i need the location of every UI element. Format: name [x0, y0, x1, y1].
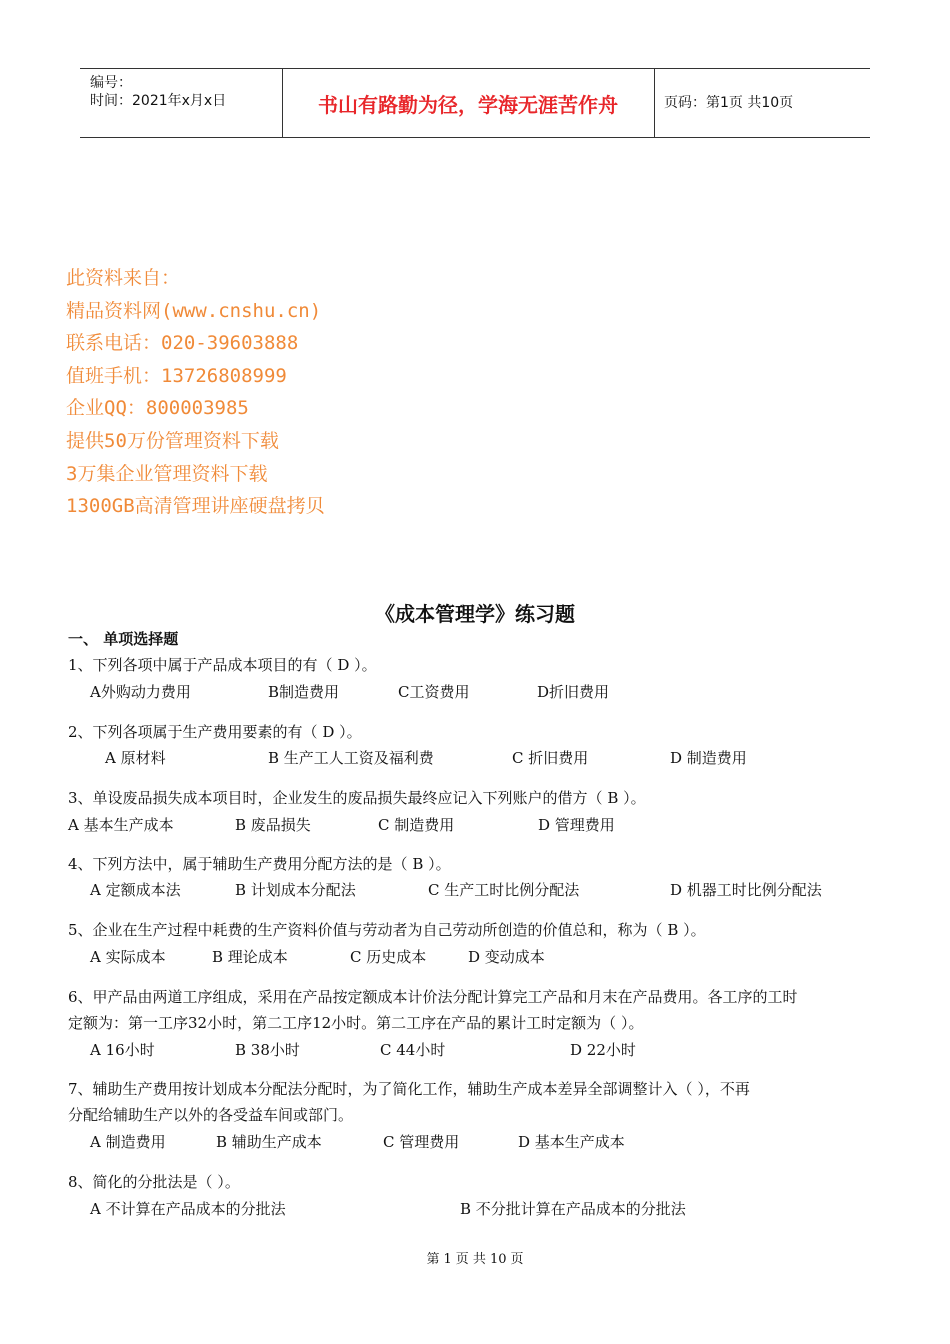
option: A 基本生产成本: [68, 816, 174, 834]
header-page-cell: [654, 69, 870, 137]
footer-label-suffix: 页: [510, 1252, 524, 1267]
option: B 不分批计算在产品成本的分批法: [460, 1200, 686, 1218]
advert-line: 联系电话：020-39603888: [66, 332, 299, 355]
option: A 16小时: [90, 1041, 155, 1059]
footer-label-prefix: 第: [426, 1252, 440, 1267]
option: C 44小时: [380, 1041, 446, 1059]
question-4: 4、下列方法中，属于辅助生产费用分配方法的是（ B ）。: [68, 855, 451, 873]
option: C 历史成本: [350, 948, 427, 966]
source-advert: [66, 262, 325, 523]
option: B 38小时: [235, 1041, 300, 1059]
option: C 生产工时比例分配法: [428, 881, 580, 899]
header-page-code: 页码：第1页 共10页: [664, 95, 794, 111]
option: B 生产工人工资及福利费: [268, 749, 434, 767]
option: C 管理费用: [383, 1133, 460, 1151]
option: A 原材料: [105, 749, 166, 767]
question-2: 2、下列各项属于生产费用要素的有（ D ）。: [68, 723, 362, 741]
option: D 机器工时比例分配法: [670, 881, 822, 899]
option: D 变动成本: [468, 948, 545, 966]
advert-line: 此资料来自：: [66, 267, 181, 289]
question-5: 5、企业在生产过程中耗费的生产资料价值与劳动者为自己劳动所创造的价值总和，称为（ B ）。: [68, 921, 706, 939]
section-heading: 一、 单项选择题: [68, 630, 179, 648]
option: B 辅助生产成本: [216, 1133, 322, 1151]
question-6: 6、甲产品由两道工序组成，采用在产品按定额成本计价法分配计算完工产品和月末在产品费用。各工序的工时: [68, 988, 798, 1006]
question-7: 7、辅助生产费用按计划成本分配法分配时，为了简化工作，辅助生产成本差异全部调整计入（ ），不再: [68, 1080, 750, 1098]
option: C 折旧费用: [512, 749, 589, 767]
option: D 制造费用: [670, 749, 747, 767]
advert-line: 值班手机：13726808999: [66, 364, 287, 387]
option: B制造费用: [268, 683, 340, 701]
option: A 定额成本法: [90, 881, 181, 899]
option: B 废品损失: [235, 816, 311, 834]
advert-line: 精品资料网(www.cnshu.cn): [66, 299, 322, 322]
option: D 22小时: [570, 1041, 636, 1059]
option: A 不计算在产品成本的分批法: [90, 1200, 286, 1218]
header-left-cell: [80, 69, 283, 137]
advert-line: 提供50万份管理资料下载: [66, 429, 279, 452]
question-1: 1、下列各项中属于产品成本项目的有（ D ）。: [68, 656, 377, 674]
option: A 实际成本: [90, 948, 166, 966]
footer-label-mid: 页 共: [455, 1252, 486, 1267]
page-footer: [0, 1248, 950, 1267]
option: C工资费用: [398, 683, 470, 701]
document-number-label: 编号：: [90, 75, 132, 91]
advert-line: 企业QQ：800003985: [66, 397, 249, 420]
footer-total-pages: 10: [489, 1252, 507, 1267]
question-7-continued: 分配给辅助生产以外的各受益车间或部门。: [68, 1106, 354, 1124]
advert-line: 3万集企业管理资料下载: [66, 462, 268, 485]
option: D 管理费用: [538, 816, 615, 834]
document-time-label: 时间：2021年x月x日: [90, 93, 227, 109]
header-motto: 书山有路勤为径，学海无涯苦作舟: [318, 92, 618, 117]
question-8: 8、简化的分批法是（ ）。: [68, 1173, 240, 1191]
question-3: 3、单设废品损失成本项目时，企业发生的废品损失最终应记入下列账户的借方（ B ）。: [68, 789, 646, 807]
header-motto-cell: [282, 69, 655, 137]
option: A外购动力费用: [90, 683, 191, 701]
option: D折旧费用: [537, 683, 610, 701]
document-title: 《成本管理学》练习题: [375, 602, 575, 626]
question-6-continued: 定额为：第一工序32小时，第二工序12小时。第二工序在产品的累计工时定额为（ ）。: [68, 1014, 644, 1032]
option: C 制造费用: [378, 816, 455, 834]
option: A 制造费用: [90, 1133, 166, 1151]
footer-page-number: 1: [443, 1252, 452, 1267]
document-header: [80, 68, 870, 138]
option: B 计划成本分配法: [235, 881, 356, 899]
option: B 理论成本: [212, 948, 288, 966]
advert-line: 1300GB高清管理讲座硬盘拷贝: [66, 495, 325, 518]
option: D 基本生产成本: [518, 1133, 625, 1151]
